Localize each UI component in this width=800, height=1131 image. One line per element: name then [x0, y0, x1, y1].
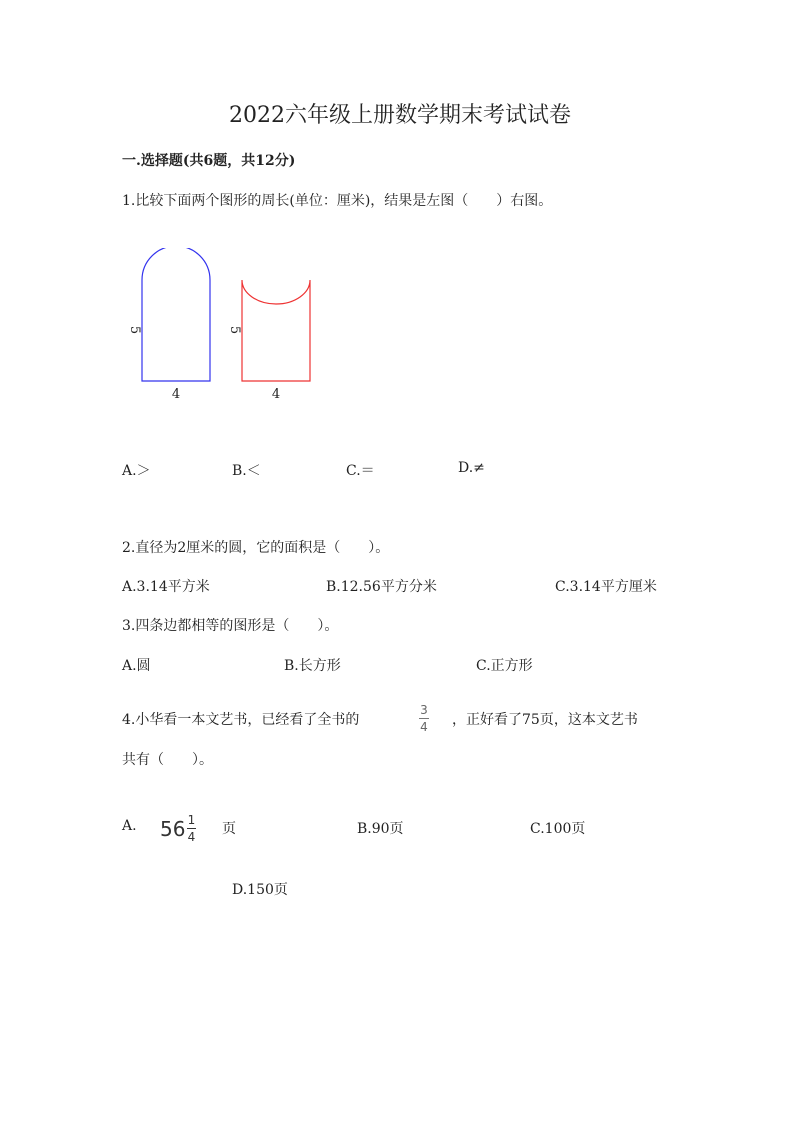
mixed-whole: 56	[160, 817, 186, 841]
q4-option-d[interactable]: D.150页	[232, 882, 288, 898]
right-shape-outline	[242, 280, 310, 381]
q4-fraction-bar	[419, 718, 429, 719]
q3-option-b[interactable]: B.长方形	[284, 658, 341, 674]
q1-option-c[interactable]: C.＝	[346, 463, 375, 479]
question-1-stem: 1.比较下面两个图形的周长(单位：厘米)，结果是左图（ ）右图。	[122, 193, 553, 209]
q2-option-b[interactable]: B.12.56平方分米	[326, 579, 437, 595]
mixed-numerator: 1	[187, 813, 196, 827]
q2-option-a[interactable]: A.3.14平方米	[122, 579, 210, 595]
q4-fraction	[419, 703, 429, 734]
q1-option-b[interactable]: B.＜	[232, 463, 261, 479]
mixed-fraction	[187, 813, 196, 844]
question-4-stem-line2: 共有（ ）。	[122, 752, 213, 768]
q3-option-a[interactable]: A.圆	[122, 658, 151, 674]
mixed-fraction-bar	[187, 828, 196, 829]
q1-option-a[interactable]: A.＞	[122, 463, 151, 479]
right-bottom-label: 4	[271, 387, 281, 402]
q3-option-c[interactable]: C.正方形	[476, 658, 533, 674]
q1-option-d[interactable]: D.≠	[458, 460, 485, 476]
q4-fraction-denominator: 4	[420, 720, 428, 734]
question-4-stem-part1: 4.小华看一本文艺书，已经看了全书的	[122, 712, 360, 728]
q4-option-a-mixed-number	[160, 813, 200, 849]
q4-option-b[interactable]: B.90页	[357, 821, 404, 837]
question-2-stem: 2.直径为2厘米的圆，它的面积是（ ）。	[122, 540, 390, 556]
q4-option-a-unit: 页	[222, 821, 236, 837]
question-4-stem-part2: ，正好看了75页，这本文艺书	[452, 712, 638, 728]
left-shape-outline	[142, 248, 210, 381]
right-side-label: 5	[227, 325, 242, 335]
question-1-figure	[118, 248, 328, 408]
q4-fraction-numerator: 3	[420, 703, 428, 717]
q4-option-a-prefix[interactable]: A.	[122, 818, 137, 834]
left-bottom-label: 4	[171, 387, 181, 402]
left-side-label: 5	[127, 325, 142, 335]
q2-option-c[interactable]: C.3.14平方厘米	[555, 579, 657, 595]
question-3-stem: 3.四条边都相等的图形是（ ）。	[122, 618, 339, 634]
page-title: 2022六年级上册数学期末考试试卷	[229, 103, 571, 128]
section-heading: 一.选择题(共6题，共12分)	[122, 153, 296, 169]
q4-option-c[interactable]: C.100页	[530, 821, 586, 837]
mixed-denominator: 4	[187, 830, 196, 844]
